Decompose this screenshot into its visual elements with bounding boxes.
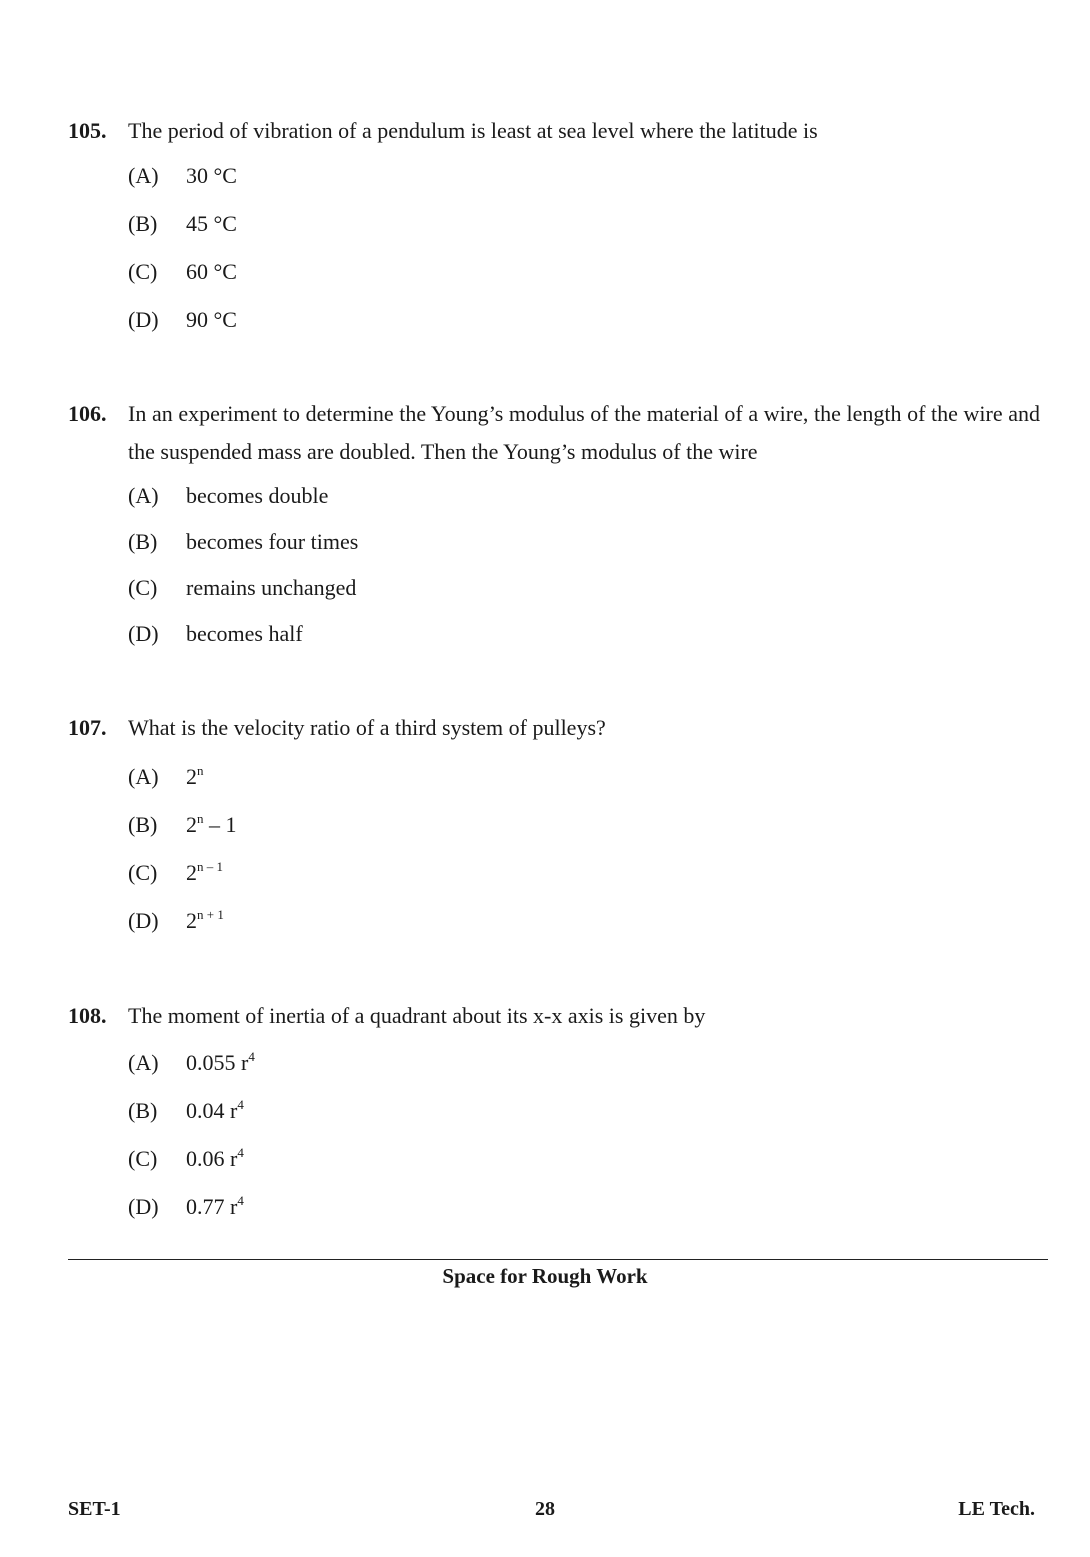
option-b [128,519,1040,565]
question-text: What is the velocity ratio of a third system of pulleys? [128,715,606,740]
option-label: (C) [128,1146,158,1171]
footer-set-code: SET-1 [68,1498,121,1520]
option-text: 45 °C [186,211,237,236]
option-label: (B) [128,812,158,837]
option-label: (C) [128,259,158,284]
option-a [128,1039,1040,1087]
option-label: (B) [128,211,158,236]
option-label: (A) [128,483,159,508]
footer-exam-name: LE Tech. [958,1498,1035,1520]
option-label: (A) [128,163,159,188]
question-108 [68,997,1040,1231]
option-text: 90 °C [186,307,237,332]
option-label: (D) [128,621,159,646]
rough-work-heading: Space for Rough Work [442,1264,648,1288]
rough-work-divider [68,1259,1048,1260]
option-text: 0.04 $r^4$ [186,1097,244,1123]
option-b [128,200,1040,248]
question-number: 108. [68,1003,107,1028]
option-text: 2$^{n - 1}$ [186,859,223,885]
question-106 [68,395,1040,657]
option-text: 30 °C [186,163,237,188]
option-d [128,1183,1040,1231]
option-b [128,801,1040,849]
option-d [128,897,1040,945]
option-label: (B) [128,1098,158,1123]
option-text: 2$^n$ – 1 [186,811,237,837]
option-text: becomes four times [186,529,359,554]
option-text: 2$^n$ [186,763,204,789]
option-text: 60 °C [186,259,237,284]
footer-page-number: 28 [535,1498,555,1520]
option-text: becomes half [186,621,303,646]
option-text: becomes double [186,483,329,508]
option-text: 0.77 $r^4$ [186,1193,244,1219]
option-text: remains unchanged [186,575,357,600]
option-c [128,1135,1040,1183]
option-a [128,473,1040,519]
question-text: In an experiment to determine the Young’s modulus of the material of a wire, the length of the wire and the suspended mass are doubled. Then the Young’s modulus of the wire [128,401,1040,464]
option-label: (A) [128,764,159,789]
question-105 [68,112,1040,344]
question-number: 106. [68,401,107,426]
question-number: 107. [68,715,107,740]
option-text: 0.06 $r^4$ [186,1145,244,1171]
option-label: (A) [128,1050,159,1075]
question-number: 105. [68,118,107,143]
option-label: (D) [128,307,159,332]
option-a [128,152,1040,200]
question-text: The moment of inertia of a quadrant about its x-x axis is given by [128,1003,706,1028]
option-c [128,565,1040,611]
option-label: (B) [128,529,158,554]
option-a [128,753,1040,801]
option-text: $2^{n + 1}$ [186,907,224,933]
option-label: (D) [128,1194,159,1219]
option-label: (C) [128,860,158,885]
option-c [128,248,1040,296]
question-text: The period of vibration of a pendulum is least at sea level where the latitude is [128,118,818,143]
question-107 [68,709,1040,945]
option-label: (D) [128,908,159,933]
option-c [128,849,1040,897]
option-label: (C) [128,575,158,600]
option-d [128,296,1040,344]
option-text: 0.055 $r^4$ [186,1049,255,1075]
option-b [128,1087,1040,1135]
option-d [128,611,1040,657]
